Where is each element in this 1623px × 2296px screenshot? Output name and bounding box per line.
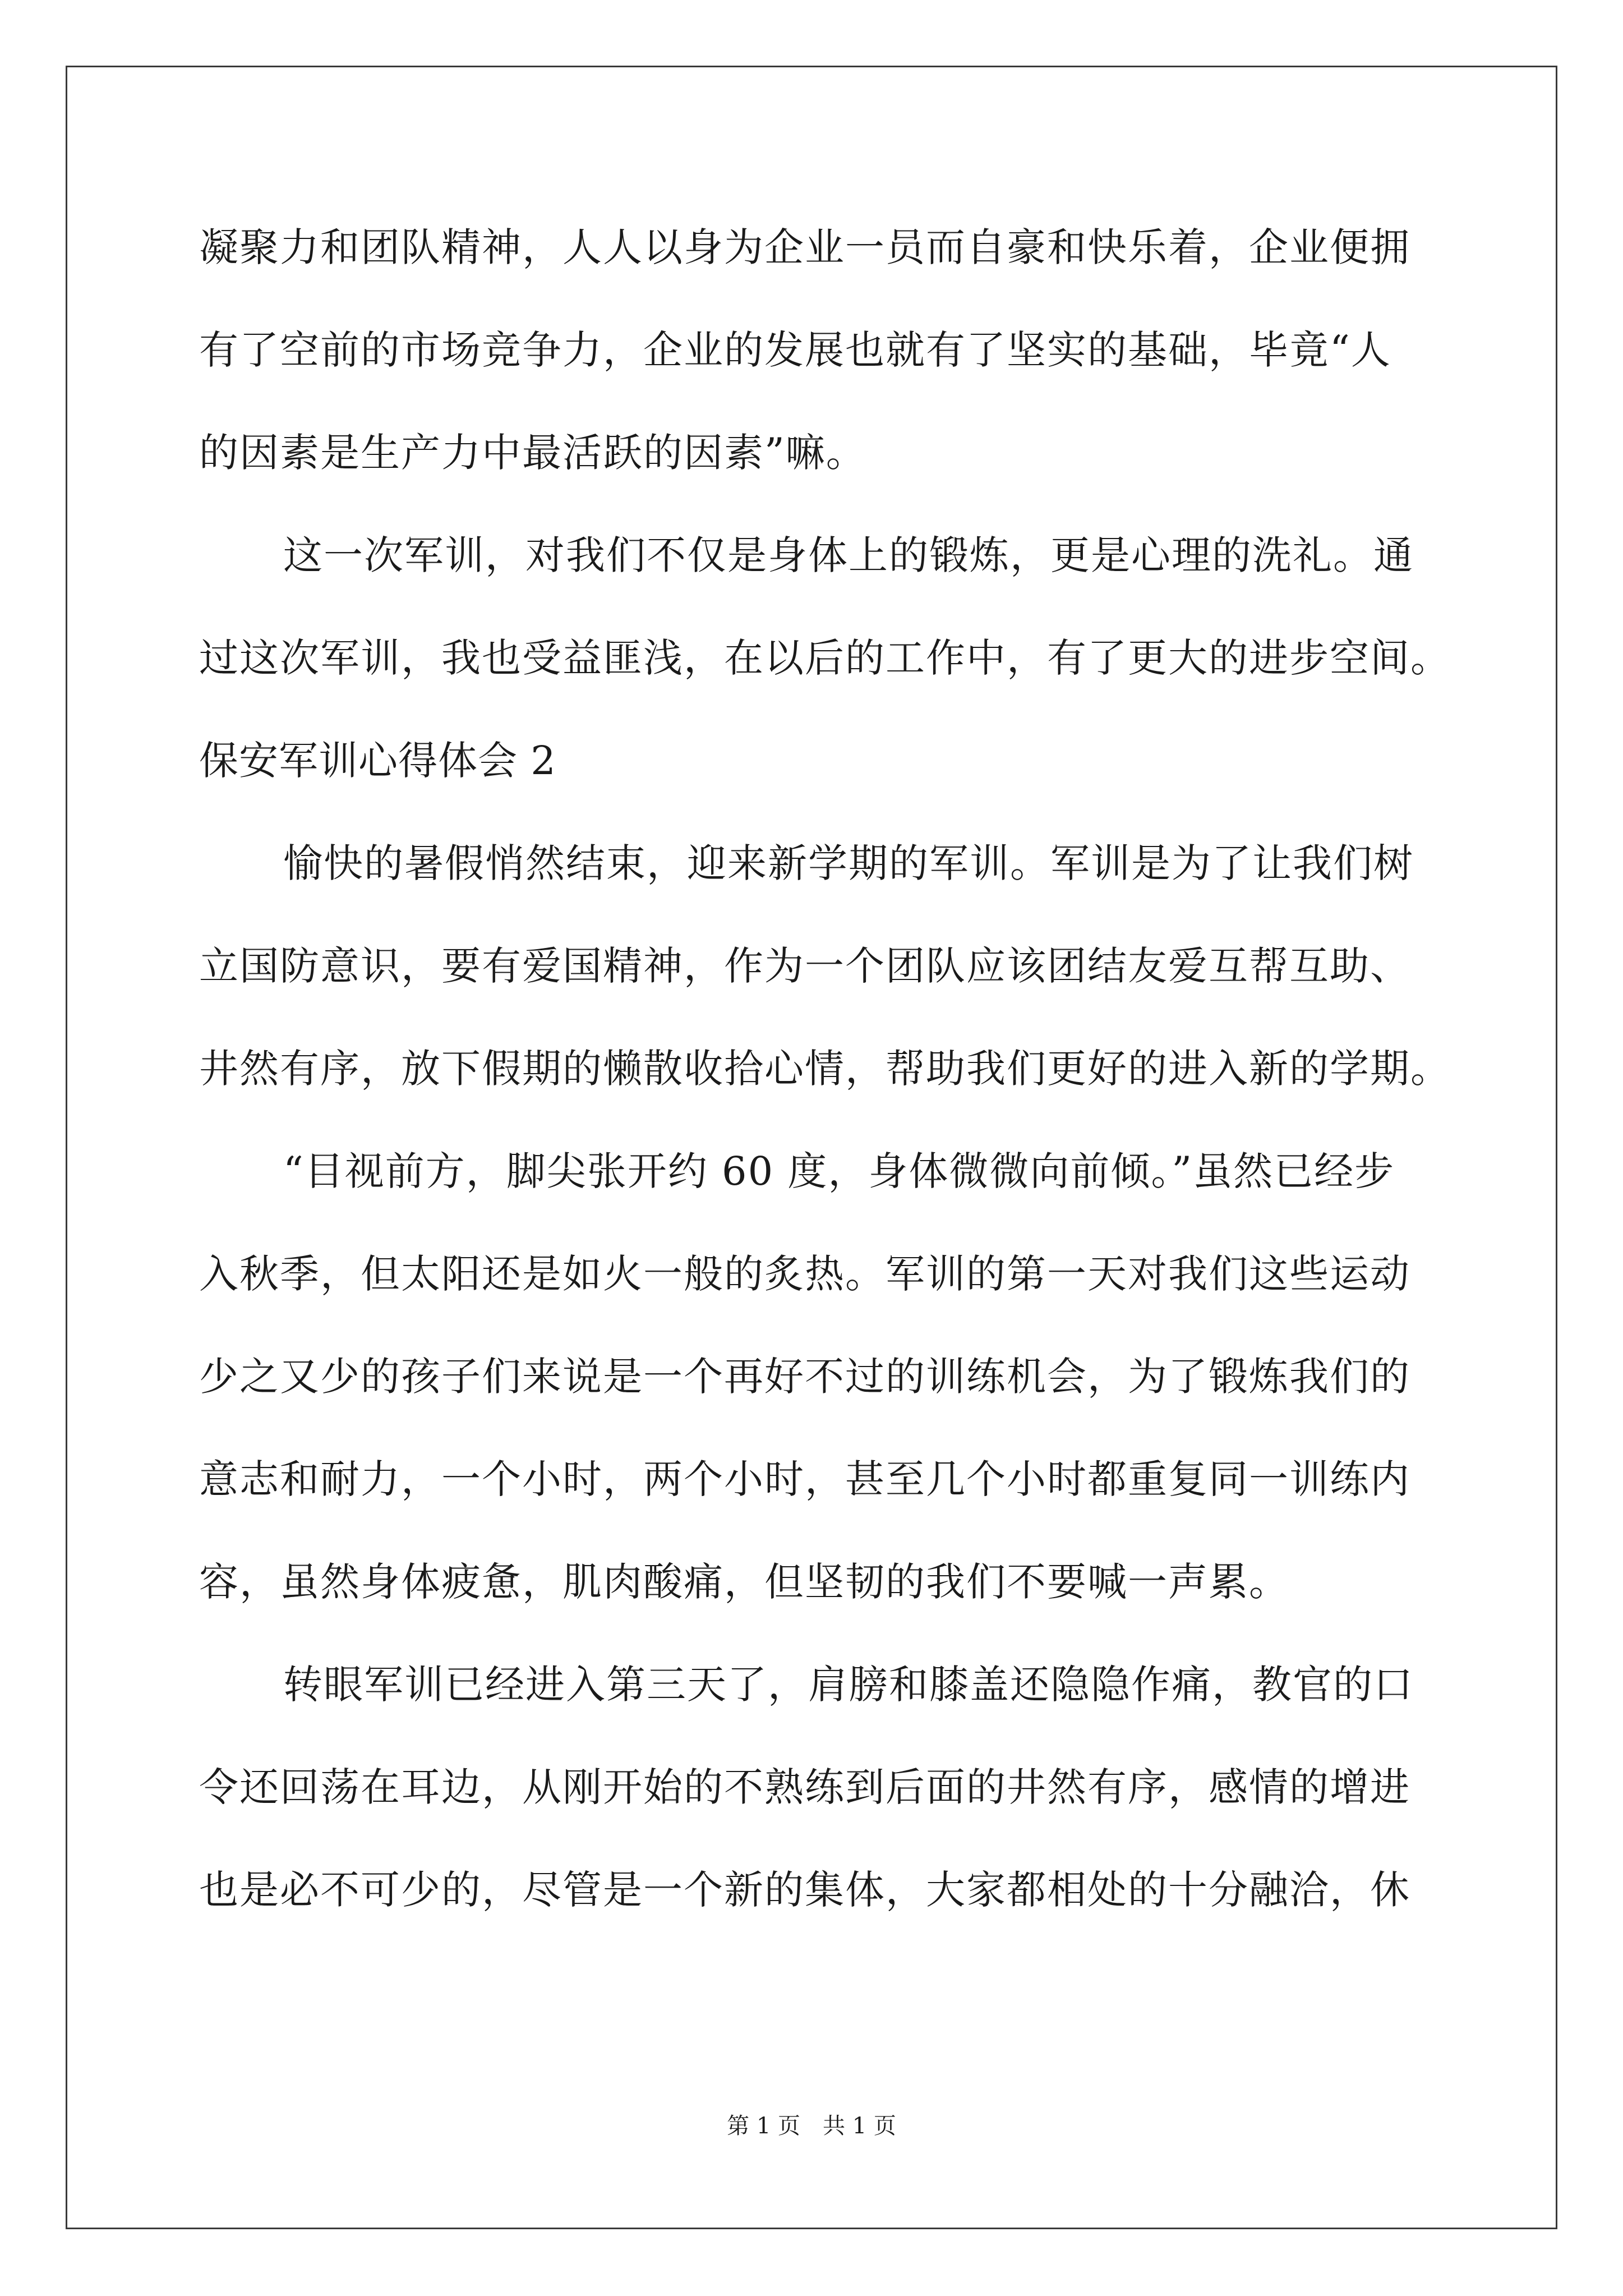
text-line: 愉快的暑假悄然结束，迎来新学期的军训。军训是为了让我们树 — [283, 840, 1414, 886]
document-body — [199, 196, 1451, 1941]
text-line: 过这次军训，我也受益匪浅，在以后的工作中，有了更大的进步空间。 — [199, 635, 1451, 681]
text-line: 容，虽然身体疲惫，肌肉酸痛，但坚韧的我们不要喊一声累。 — [199, 1559, 1289, 1605]
section-heading: 保安军训心得体会 2 — [199, 738, 556, 784]
text-line: 转眼军训已经进入第三天了，肩膀和膝盖还隐隐作痛，教官的口 — [283, 1662, 1414, 1708]
text-line: 少之又少的孩子们来说是一个再好不过的训练机会，为了锻炼我们的 — [199, 1354, 1410, 1400]
text-line: 井然有序，放下假期的懒散收拾心情，帮助我们更好的进入新的学期。 — [199, 1046, 1451, 1092]
text-line: “目视前方，脚尖张开约 60 度，身体微微向前倾。”虽然已经步 — [283, 1148, 1395, 1194]
text-line: 也是必不可少的，尽管是一个新的集体，大家都相处的十分融洽，休 — [199, 1867, 1410, 1913]
page-footer: 第 1 页 共 1 页 — [727, 2113, 896, 2139]
text-line: 有了空前的市场竞争力，企业的发展也就有了坚实的基础，毕竟“人 — [199, 327, 1391, 373]
text-line: 这一次军训，对我们不仅是身体上的锻炼，更是心理的洗礼。通 — [283, 532, 1414, 578]
text-line: 令还回荡在耳边，从刚开始的不熟练到后面的井然有序，感情的增进 — [199, 1764, 1410, 1810]
text-line: 立国防意识，要有爱国精神，作为一个团队应该团结友爱互帮互助、 — [199, 943, 1410, 989]
text-line: 入秋季，但太阳还是如火一般的炙热。军训的第一天对我们这些运动 — [199, 1251, 1410, 1297]
text-line: 的因素是生产力中最活跃的因素”嘛。 — [199, 430, 866, 476]
text-line: 意志和耐力，一个小时，两个小时，甚至几个小时都重复同一训练内 — [199, 1456, 1410, 1502]
text-line: 凝聚力和团队精神，人人以身为企业一员而自豪和快乐着，企业便拥 — [199, 224, 1410, 270]
